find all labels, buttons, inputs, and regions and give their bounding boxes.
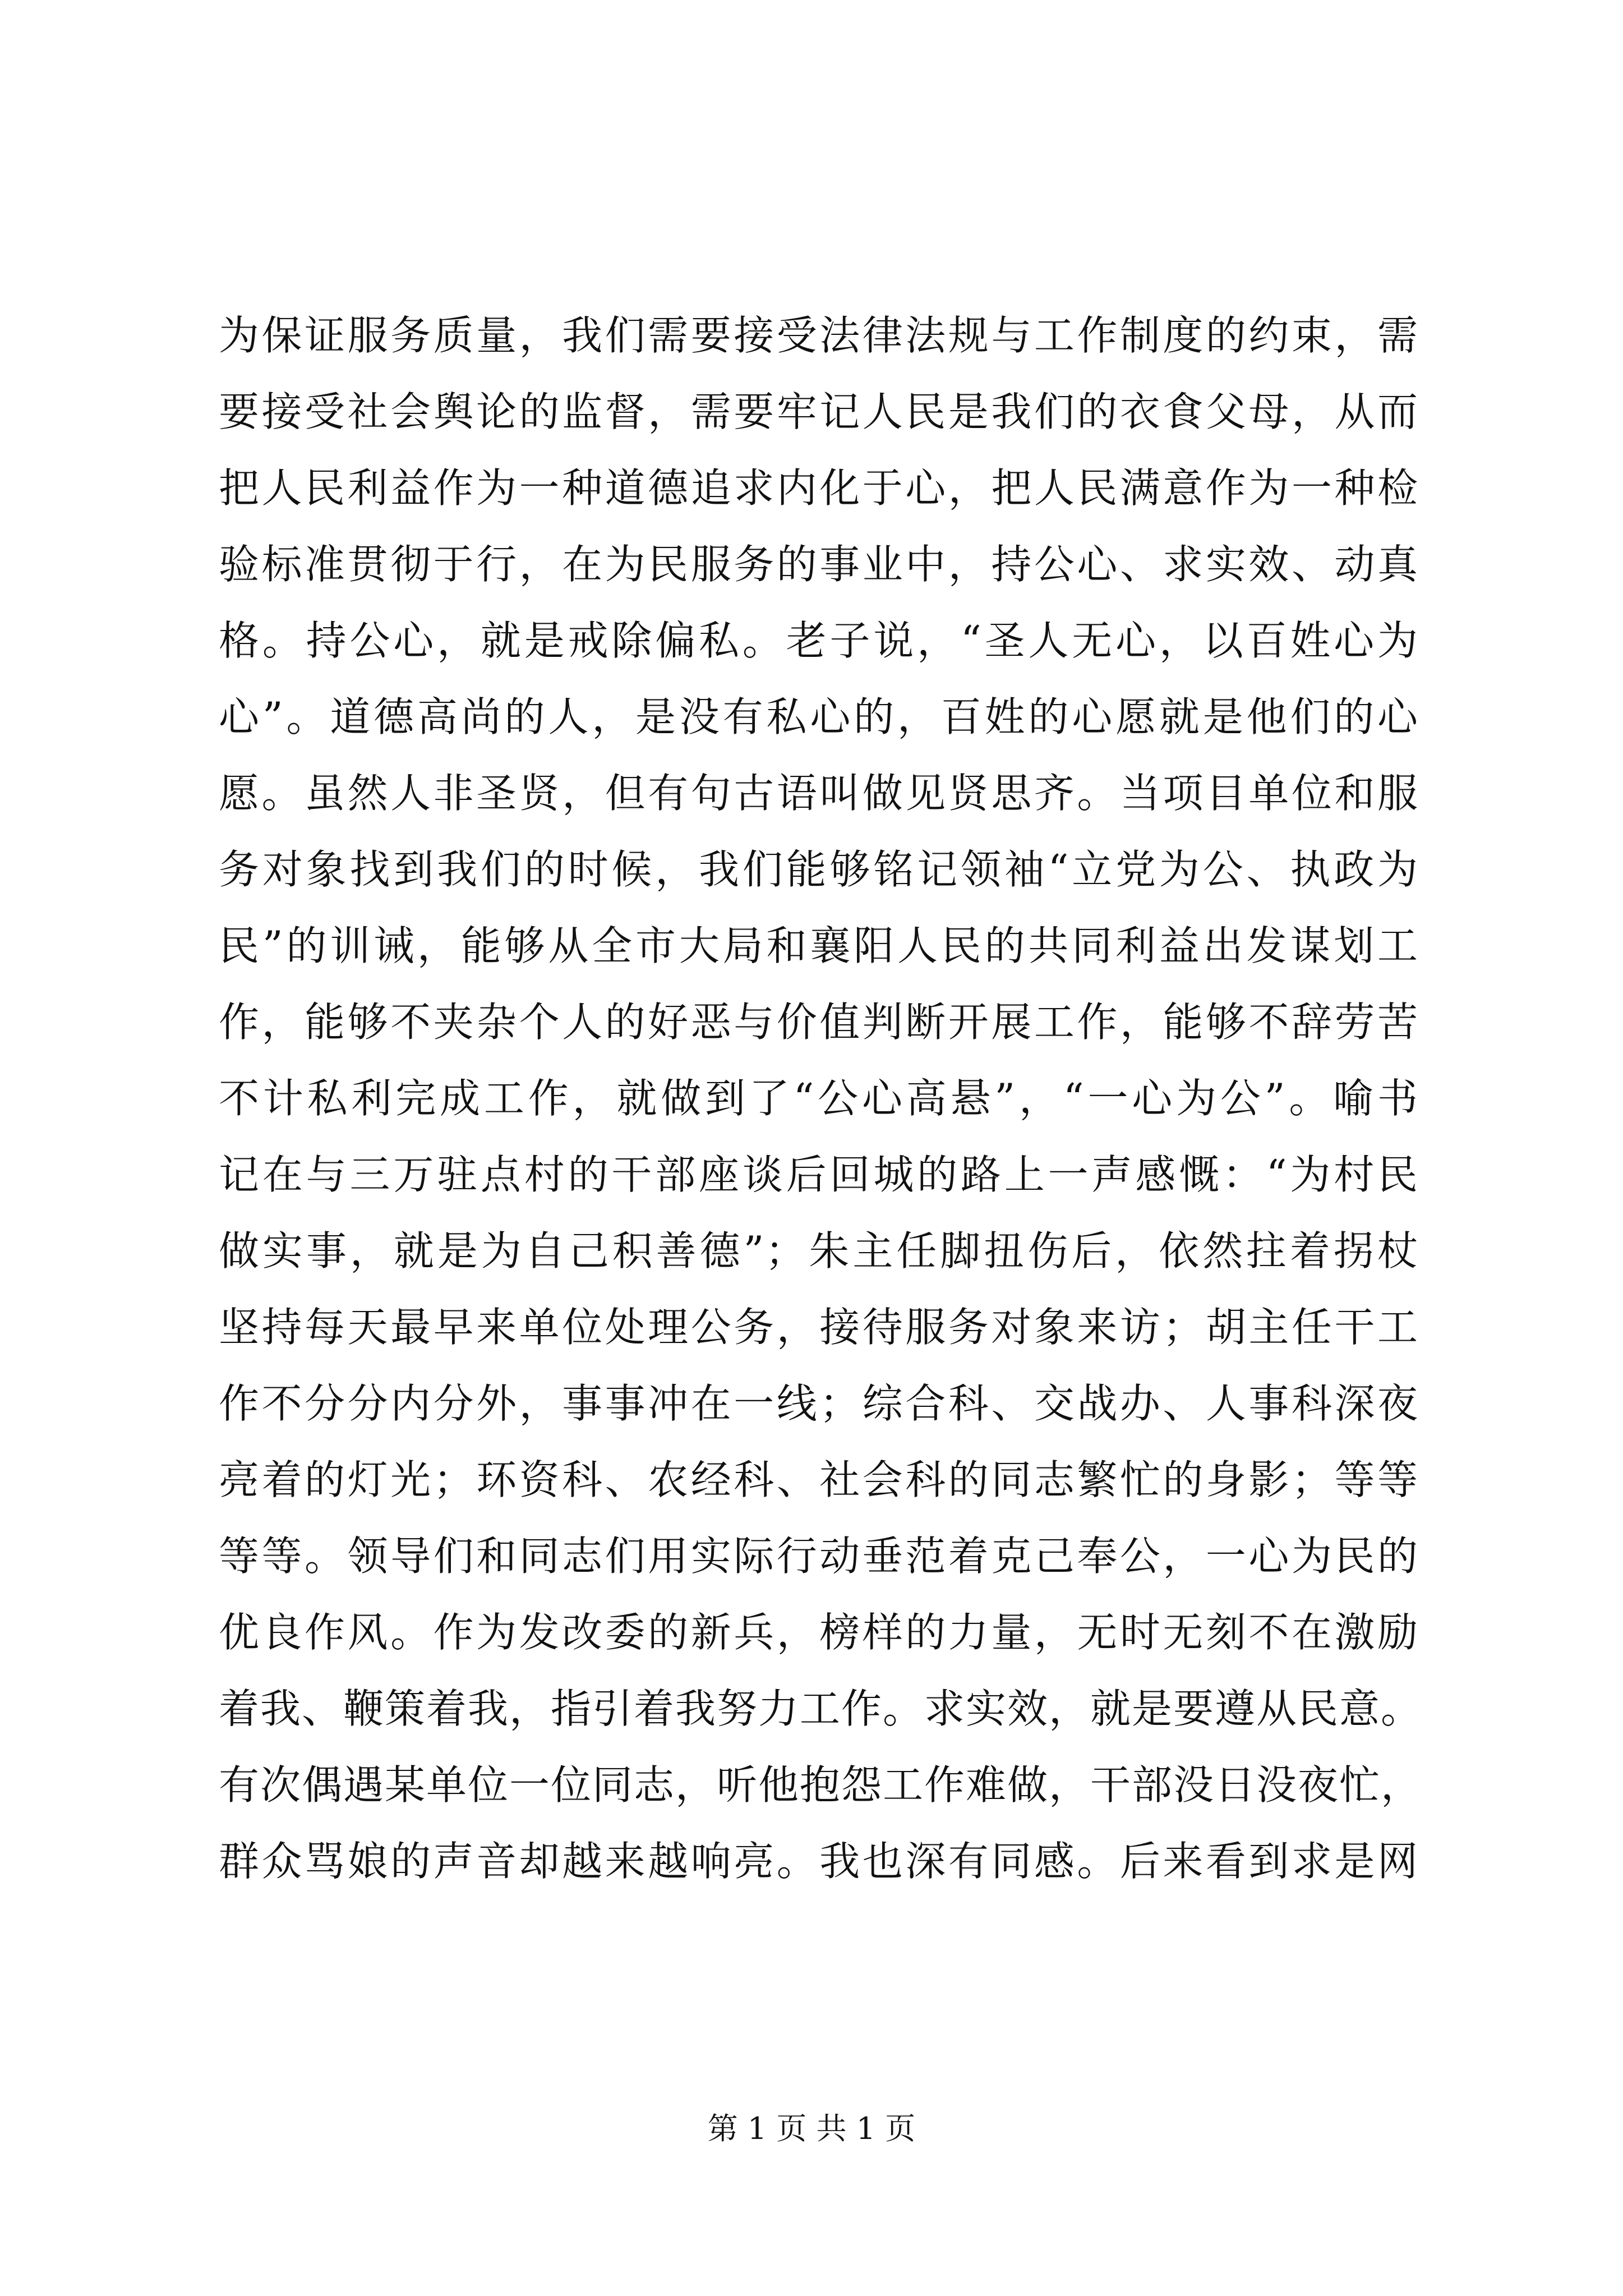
text-line: 务对象找到我们的时候，我们能够铭记领袖“立党为公、执政为 xyxy=(219,846,1419,893)
text-line: 亮着的灯光；环资科、农经科、社会科的同志繁忙的身影；等等 xyxy=(219,1456,1419,1503)
text-line: 作不分分内分外，事事冲在一线；综合科、交战办、人事科深夜 xyxy=(219,1380,1419,1427)
text-line: 心”。道德高尚的人，是没有私心的，百姓的心愿就是他们的心 xyxy=(219,693,1419,740)
text-line: 要接受社会舆论的监督，需要牢记人民是我们的衣食父母，从而 xyxy=(219,388,1419,435)
text-line: 为保证服务质量，我们需要接受法律法规与工作制度的约束，需 xyxy=(219,312,1419,359)
text-line: 做实事，就是为自己积善德”；朱主任脚扭伤后，依然拄着拐杖 xyxy=(219,1227,1419,1274)
text-line: 优良作风。作为发改委的新兵，榜样的力量，无时无刻不在激励 xyxy=(219,1609,1419,1656)
text-line: 验标准贯彻于行，在为民服务的事业中，持公心、求实效、动真 xyxy=(219,541,1419,588)
body-text xyxy=(219,297,1423,1899)
text-line: 坚持每天最早来单位处理公务，接待服务对象来访；胡主任干工 xyxy=(219,1304,1419,1351)
text-line: 格。持公心，就是戒除偏私。老子说，“圣人无心，以百姓心为 xyxy=(219,617,1419,664)
page-footer xyxy=(0,2109,1623,2148)
text-line: 愿。虽然人非圣贤，但有句古语叫做见贤思齐。当项目单位和服 xyxy=(219,770,1419,817)
text-line: 记在与三万驻点村的干部座谈后回城的路上一声感慨：“为村民 xyxy=(219,1151,1419,1198)
text-line: 作，能够不夹杂个人的好恶与价值判断开展工作，能够不辞劳苦 xyxy=(219,999,1419,1046)
text-line: 不计私利完成工作，就做到了“公心高悬”，“一心为公”。喻书 xyxy=(219,1075,1419,1122)
text-line: 民”的训诫，能够从全市大局和襄阳人民的共同利益出发谋划工 xyxy=(219,922,1419,969)
page-number: 第 1 页 共 1 页 xyxy=(707,2111,916,2146)
text-line: 群众骂娘的声音却越来越响亮。我也深有同感。后来看到求是网 xyxy=(219,1838,1419,1885)
text-line: 把人民利益作为一种道德追求内化于心，把人民满意作为一种检 xyxy=(219,464,1419,512)
text-line: 有次偶遇某单位一位同志，听他抱怨工作难做，干部没日没夜忙， xyxy=(219,1761,1423,1809)
text-line: 着我、鞭策着我，指引着我努力工作。求实效，就是要遵从民意。 xyxy=(219,1685,1423,1732)
text-line: 等等。领导们和同志们用实际行动垂范着克己奉公，一心为民的 xyxy=(219,1533,1419,1580)
